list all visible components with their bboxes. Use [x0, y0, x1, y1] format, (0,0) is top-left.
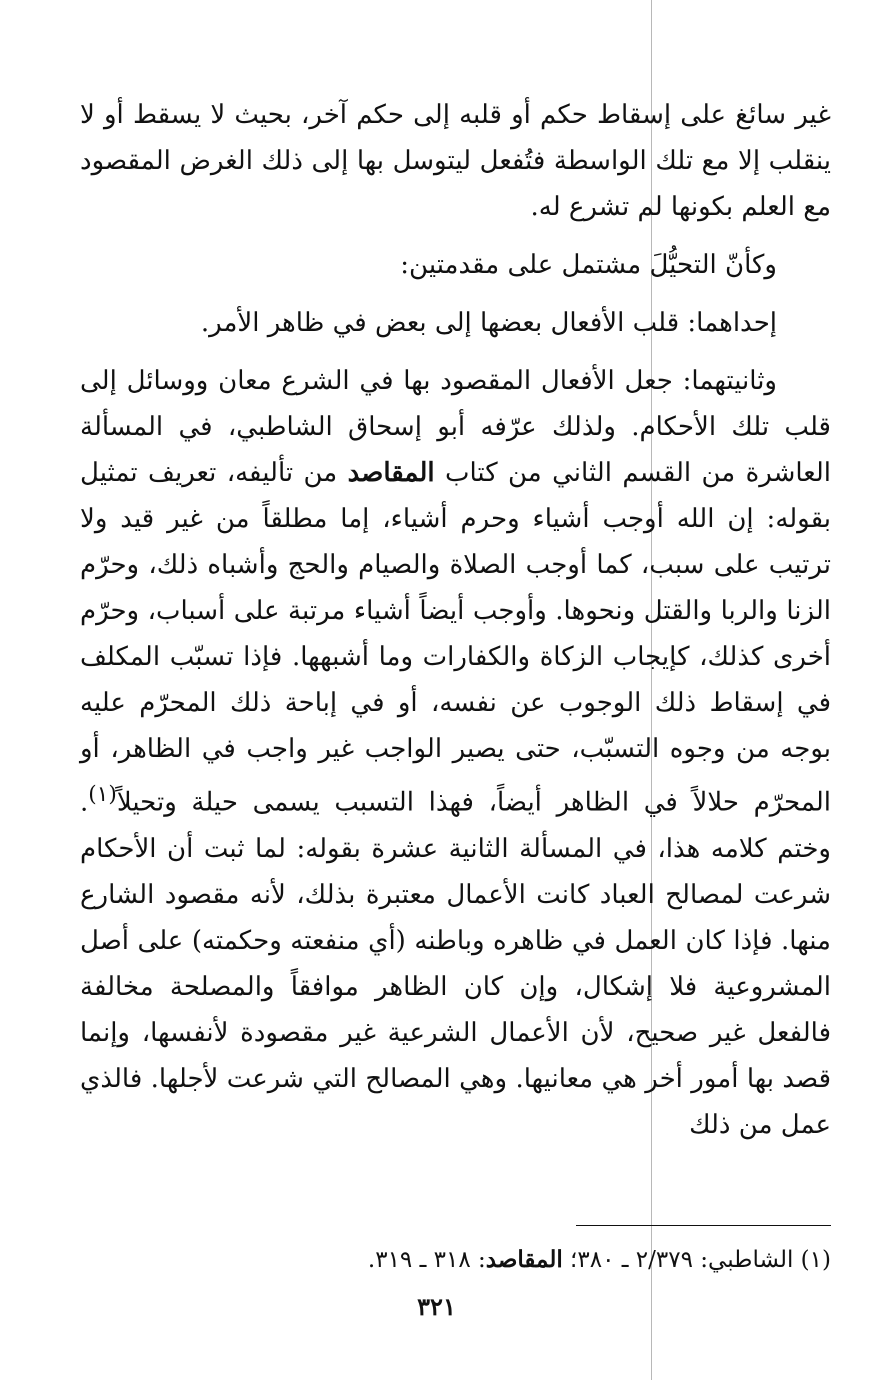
paragraph-2: وكأنّ التحيُّلَ مشتمل على مقدمتين: — [400, 250, 777, 280]
footnote-prefix: (١) الشاطبي: ٢/٣٧٩ ـ ٣٨٠؛ — [562, 1247, 831, 1273]
paragraph-3: إحداهما: قلب الأفعال بعضها إلى بعض في ظاهر الأمر. — [200, 308, 777, 338]
paragraph-4 — [80, 358, 831, 1148]
book-title-keyword: المقاصد — [347, 458, 435, 488]
footnote — [80, 1240, 831, 1280]
body-text — [80, 92, 831, 1148]
paragraph-4-part-2: من تأليفه، تعريف تمثيل بقوله: إن الله أوجب أشياء وحرم أشياء، إما مطلقاً من غير قيد ولا ترتيب على سبب، كما أوجب الصلاة والصيام والحج وأشباه ذلك، وحرّم الزنا والربا والقتل ونحوها. وأوجب أيضاً أشياء مرتبة على أسباب، وحرّم أخرى كذلك، كإيجاب الزكاة والكفارات وما أشبهها. فإذا تسبّب المكلف في إسقاط ذلك الوجوب عن نفسه، أو في إباحة ذلك المحرّم عليه بوجه من وجوه التسبّب، حتى يصير الواجب غير واجب في الظاهر، أو المحرّم حلالاً في الظاهر أيضاً، فهذا التسبب يسمى حيلة وتحيلاً — [80, 458, 831, 818]
footnote-keyword: المقاصد — [485, 1246, 563, 1273]
page-number: ٣٢١ — [417, 1292, 456, 1321]
footnote-divider — [576, 1225, 831, 1226]
paragraph-1: غير سائغ على إسقاط حكم أو قلبه إلى حكم آخر، بحيث لا يسقط أو لا ينقلب إلا مع تلك الواسطة فتُفعل ليتوسل بها إلى ذلك الغرض المقصود مع العلم بكونها لم تشرع له. — [80, 100, 831, 222]
footnote-suffix: : ٣١٨ ـ ٣١٩. — [367, 1247, 486, 1273]
footnote-marker: (١) — [88, 782, 117, 807]
paragraph-4-part-3: . وختم كلامه هذا، في المسألة الثانية عشرة بقوله: لما ثبت أن الأحكام شرعت لمصالح العباد كانت الأعمال معتبرة بذلك، لأنه مقصود الشارع منها. فإذا كان العمل في ظاهره وباطنه (أي منفعته وحكمته) على أصل المشروعية فلا إشكال، وإن كان الظاهر موافقاً والمصلحة مخالفة فالفعل غير صحيح، لأن الأعمال الشرعية غير مقصودة لأنفسها، وإنما قصد بها أمور أخر هي معانيها. وهي المصالح التي شرعت لأجلها. فالذي عمل من ذلك — [80, 787, 831, 1140]
paragraph-4-part-1: وثانيتهما: جعل الأفعال المقصود بها في الشرع معان ووسائل إلى قلب تلك الأحكام. ولذلك عرّفه أبو إسحاق الشاطبي، في المسألة العاشرة من القسم الثاني من كتاب — [80, 366, 831, 488]
